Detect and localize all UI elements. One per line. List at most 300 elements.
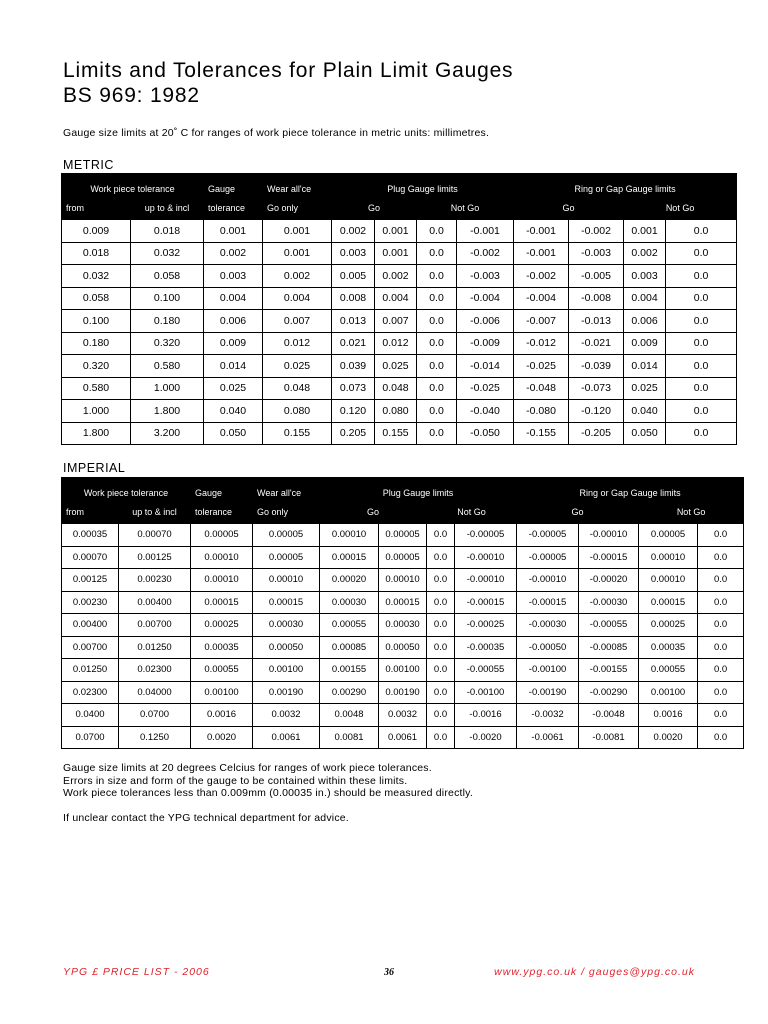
table-cell: 0.001 — [263, 242, 332, 265]
table-row — [62, 546, 744, 569]
table-cell: 0.0 — [417, 287, 457, 310]
table-cell: 0.00010 — [639, 546, 698, 569]
table-cell: 0.00015 — [379, 591, 427, 614]
table-cell: 0.007 — [375, 310, 417, 333]
table-cell: -0.003 — [569, 242, 624, 265]
table-cell: 0.00700 — [119, 614, 191, 637]
table-cell: 0.012 — [263, 332, 332, 355]
table-cell: 0.050 — [204, 422, 263, 445]
table-cell: 0.048 — [375, 377, 417, 400]
table-cell: -0.00015 — [517, 591, 579, 614]
table-cell: 0.00010 — [191, 546, 253, 569]
metric-header-row-2 — [62, 197, 737, 220]
table-cell: 0.021 — [332, 332, 375, 355]
table-cell: 1.000 — [62, 400, 131, 423]
table-cell: 0.155 — [375, 422, 417, 445]
table-cell: 0.00035 — [639, 636, 698, 659]
table-cell: 0.0 — [427, 636, 455, 659]
table-cell: -0.00010 — [455, 546, 517, 569]
header-go-only: Go only — [263, 197, 332, 220]
table-cell: 0.00050 — [379, 636, 427, 659]
table-cell: 0.018 — [62, 242, 131, 265]
table-row — [62, 524, 744, 547]
table-cell: 0.073 — [332, 377, 375, 400]
table-cell: 0.00005 — [379, 524, 427, 547]
table-cell: -0.073 — [569, 377, 624, 400]
table-cell: 0.00015 — [191, 591, 253, 614]
table-cell: 0.0400 — [62, 704, 119, 727]
imperial-header-row-2 — [62, 501, 744, 524]
table-cell: 0.00125 — [119, 546, 191, 569]
header-wear-allce: Wear all'ce — [253, 478, 320, 501]
table-cell: 0.0016 — [639, 704, 698, 727]
table-cell: -0.048 — [514, 377, 569, 400]
table-cell: 0.0 — [427, 524, 455, 547]
header-ring-not-go: Not Go — [624, 197, 737, 220]
table-cell: 0.00100 — [379, 659, 427, 682]
metric-section-label: METRIC — [63, 158, 114, 172]
table-cell: 0.00100 — [191, 681, 253, 704]
table-cell: 0.0 — [666, 400, 737, 423]
table-cell: 0.0 — [666, 355, 737, 378]
table-cell: 0.00085 — [320, 636, 379, 659]
table-cell: 0.0 — [698, 636, 744, 659]
table-cell: 0.00005 — [191, 524, 253, 547]
table-cell: 0.00015 — [639, 591, 698, 614]
table-cell: 0.001 — [375, 242, 417, 265]
table-cell: 0.00230 — [62, 591, 119, 614]
table-row — [62, 310, 737, 333]
imperial-header-row-1 — [62, 478, 744, 501]
table-cell: -0.009 — [457, 332, 514, 355]
table-cell: 0.0700 — [62, 726, 119, 749]
table-cell: 0.006 — [624, 310, 666, 333]
table-cell: -0.00010 — [455, 569, 517, 592]
header-ring-go: Go — [517, 501, 639, 524]
table-cell: 0.00005 — [379, 546, 427, 569]
table-cell: 0.002 — [624, 242, 666, 265]
table-cell: 0.0 — [666, 265, 737, 288]
table-cell: 0.0 — [427, 704, 455, 727]
table-cell: 0.013 — [332, 310, 375, 333]
table-cell: 0.007 — [263, 310, 332, 333]
header-from: from — [62, 197, 131, 220]
table-cell: 0.040 — [624, 400, 666, 423]
header-plug-go: Go — [332, 197, 417, 220]
table-cell: 0.580 — [62, 377, 131, 400]
imperial-body — [62, 524, 744, 749]
table-row — [62, 591, 744, 614]
table-cell: -0.00005 — [455, 524, 517, 547]
header-ring-gap-gauge-limits: Ring or Gap Gauge limits — [514, 174, 737, 197]
table-cell: -0.00010 — [579, 524, 639, 547]
table-cell: 0.0 — [698, 704, 744, 727]
table-cell: 0.0 — [417, 400, 457, 423]
table-row — [62, 704, 744, 727]
table-cell: 0.0 — [417, 355, 457, 378]
table-row — [62, 287, 737, 310]
table-cell: 0.00015 — [320, 546, 379, 569]
table-cell: -0.007 — [514, 310, 569, 333]
table-row — [62, 242, 737, 265]
table-cell: 0.039 — [332, 355, 375, 378]
table-cell: -0.00100 — [517, 659, 579, 682]
header-ring-go: Go — [514, 197, 624, 220]
table-cell: 0.025 — [204, 377, 263, 400]
footer-price-list: YPG £ PRICE LIST - 2006 — [63, 966, 210, 978]
intro-text: Gauge size limits at 20˚ C for ranges of work piece tolerance in metric units: millimetres. — [63, 127, 490, 139]
table-cell: -0.00155 — [579, 659, 639, 682]
table-cell: 0.001 — [375, 220, 417, 243]
table-row — [62, 614, 744, 637]
table-cell: -0.0016 — [455, 704, 517, 727]
table-cell: 0.0 — [666, 220, 737, 243]
table-cell: 0.320 — [62, 355, 131, 378]
note-line-1: Gauge size limits at 20 degrees Celcius for ranges of work piece tolerances. — [63, 762, 432, 774]
header-gauge: Gauge — [191, 478, 253, 501]
header-from: from — [62, 501, 119, 524]
table-cell: 0.100 — [62, 310, 131, 333]
table-row — [62, 377, 737, 400]
table-row — [62, 569, 744, 592]
table-cell: -0.0061 — [517, 726, 579, 749]
table-cell: 0.0 — [698, 591, 744, 614]
table-cell: 0.004 — [375, 287, 417, 310]
table-cell: 0.0016 — [191, 704, 253, 727]
table-cell: 0.004 — [204, 287, 263, 310]
header-work-piece-tolerance: Work piece tolerance — [62, 174, 204, 197]
table-cell: 0.001 — [263, 220, 332, 243]
table-cell: 0.00030 — [379, 614, 427, 637]
header-tolerance: tolerance — [204, 197, 263, 220]
table-cell: -0.001 — [457, 220, 514, 243]
table-cell: 0.0 — [698, 546, 744, 569]
table-cell: -0.00030 — [517, 614, 579, 637]
table-cell: 0.0 — [698, 614, 744, 637]
header-gauge: Gauge — [204, 174, 263, 197]
table-cell: 0.00005 — [639, 524, 698, 547]
table-cell: 0.0 — [427, 726, 455, 749]
header-plug-not-go: Not Go — [427, 501, 517, 524]
table-cell: 0.00010 — [320, 524, 379, 547]
table-cell: 0.00070 — [119, 524, 191, 547]
table-cell: 0.120 — [332, 400, 375, 423]
table-cell: 0.0 — [427, 681, 455, 704]
table-cell: 0.180 — [131, 310, 204, 333]
table-cell: 0.048 — [263, 377, 332, 400]
table-cell: 0.320 — [131, 332, 204, 355]
table-cell: 0.0 — [417, 220, 457, 243]
table-cell: 0.00400 — [119, 591, 191, 614]
table-cell: 0.00015 — [253, 591, 320, 614]
table-cell: -0.001 — [514, 220, 569, 243]
table-cell: 0.0 — [417, 310, 457, 333]
table-cell: 0.009 — [204, 332, 263, 355]
table-cell: 0.155 — [263, 422, 332, 445]
header-plug-not-go: Not Go — [417, 197, 514, 220]
table-row — [62, 636, 744, 659]
table-cell: 0.0061 — [253, 726, 320, 749]
table-row — [62, 220, 737, 243]
notes — [63, 762, 473, 824]
table-cell: -0.001 — [514, 242, 569, 265]
table-cell: 0.0 — [427, 569, 455, 592]
table-cell: -0.002 — [457, 242, 514, 265]
table-cell: 0.0 — [666, 310, 737, 333]
note-line-3: Work piece tolerances less than 0.009mm (0.00035 in.) should be measured directly. — [63, 787, 473, 799]
table-cell: -0.005 — [569, 265, 624, 288]
table-cell: 0.0061 — [379, 726, 427, 749]
table-cell: 0.0 — [698, 681, 744, 704]
table-cell: 0.00190 — [379, 681, 427, 704]
table-cell: 0.0 — [666, 242, 737, 265]
table-cell: 0.004 — [624, 287, 666, 310]
table-cell: 0.00125 — [62, 569, 119, 592]
table-cell: 0.0 — [427, 591, 455, 614]
table-cell: 0.040 — [204, 400, 263, 423]
table-row — [62, 422, 737, 445]
table-cell: 0.0700 — [119, 704, 191, 727]
header-plug-go: Go — [320, 501, 427, 524]
table-cell: 0.00230 — [119, 569, 191, 592]
table-cell: 0.012 — [375, 332, 417, 355]
table-cell: -0.012 — [514, 332, 569, 355]
table-cell: 0.0032 — [253, 704, 320, 727]
table-cell: 0.080 — [375, 400, 417, 423]
table-cell: 0.002 — [263, 265, 332, 288]
table-cell: 0.006 — [204, 310, 263, 333]
table-cell: 0.0 — [698, 726, 744, 749]
table-cell: 0.00100 — [253, 659, 320, 682]
table-cell: 0.00055 — [191, 659, 253, 682]
table-cell: 0.580 — [131, 355, 204, 378]
table-cell: 0.032 — [62, 265, 131, 288]
header-wear-allce: Wear all'ce — [263, 174, 332, 197]
table-cell: 0.001 — [624, 220, 666, 243]
table-cell: 0.0020 — [191, 726, 253, 749]
header-up-to-incl: up to & incl — [119, 501, 191, 524]
table-cell: 0.003 — [204, 265, 263, 288]
table-cell: -0.00015 — [455, 591, 517, 614]
table-cell: -0.002 — [569, 220, 624, 243]
table-cell: -0.004 — [457, 287, 514, 310]
table-row — [62, 332, 737, 355]
table-cell: 0.1250 — [119, 726, 191, 749]
table-cell: 0.0 — [417, 332, 457, 355]
table-cell: 0.002 — [375, 265, 417, 288]
table-cell: 0.001 — [204, 220, 263, 243]
table-row — [62, 265, 737, 288]
table-cell: 0.00030 — [320, 591, 379, 614]
table-cell: 0.018 — [131, 220, 204, 243]
table-cell: 0.005 — [332, 265, 375, 288]
table-cell: 0.00030 — [253, 614, 320, 637]
table-cell: 0.04000 — [119, 681, 191, 704]
table-cell: -0.006 — [457, 310, 514, 333]
table-cell: -0.025 — [514, 355, 569, 378]
table-cell: 0.004 — [263, 287, 332, 310]
table-cell: -0.008 — [569, 287, 624, 310]
header-tolerance: tolerance — [191, 501, 253, 524]
table-cell: 0.00010 — [253, 569, 320, 592]
table-cell: 0.0 — [417, 377, 457, 400]
table-cell: 0.0 — [427, 546, 455, 569]
table-cell: -0.080 — [514, 400, 569, 423]
table-cell: 0.00100 — [639, 681, 698, 704]
page-title — [63, 58, 513, 108]
contact-note: If unclear contact the YPG technical department for advice. — [63, 811, 349, 824]
page-number: 36 — [384, 967, 394, 978]
table-cell: 0.0032 — [379, 704, 427, 727]
table-cell: 3.200 — [131, 422, 204, 445]
metric-table — [61, 173, 737, 445]
table-cell: -0.00050 — [517, 636, 579, 659]
table-row — [62, 659, 744, 682]
table-cell: 0.00055 — [320, 614, 379, 637]
table-cell: 0.025 — [624, 377, 666, 400]
footer-contact-link[interactable]: www.ypg.co.uk / gauges@ypg.co.uk — [494, 966, 695, 978]
table-cell: 0.0020 — [639, 726, 698, 749]
header-work-piece-tolerance: Work piece tolerance — [62, 478, 191, 501]
table-cell: 1.800 — [62, 422, 131, 445]
table-cell: 0.0081 — [320, 726, 379, 749]
table-cell: 0.009 — [62, 220, 131, 243]
table-cell: 0.0048 — [320, 704, 379, 727]
table-cell: 0.00025 — [191, 614, 253, 637]
imperial-table — [61, 477, 744, 749]
table-cell: 0.009 — [624, 332, 666, 355]
table-cell: 0.00025 — [639, 614, 698, 637]
table-cell: 0.050 — [624, 422, 666, 445]
header-ring-gap-gauge-limits: Ring or Gap Gauge limits — [517, 478, 744, 501]
table-cell: -0.155 — [514, 422, 569, 445]
table-cell: 0.00035 — [62, 524, 119, 547]
table-cell: 0.00700 — [62, 636, 119, 659]
table-cell: 0.0 — [417, 265, 457, 288]
table-cell: 0.025 — [263, 355, 332, 378]
table-cell: -0.00030 — [579, 591, 639, 614]
table-cell: 0.00290 — [320, 681, 379, 704]
table-cell: -0.050 — [457, 422, 514, 445]
table-cell: -0.00100 — [455, 681, 517, 704]
table-cell: 0.080 — [263, 400, 332, 423]
header-ring-not-go: Not Go — [639, 501, 744, 524]
table-cell: -0.040 — [457, 400, 514, 423]
table-cell: -0.205 — [569, 422, 624, 445]
table-cell: 0.01250 — [119, 636, 191, 659]
title-line-2: BS 969: 1982 — [63, 84, 200, 107]
table-cell: 0.0 — [698, 569, 744, 592]
table-cell: -0.120 — [569, 400, 624, 423]
table-cell: 0.00055 — [639, 659, 698, 682]
table-cell: -0.0032 — [517, 704, 579, 727]
table-row — [62, 400, 737, 423]
table-cell: 0.01250 — [62, 659, 119, 682]
table-cell: 0.02300 — [119, 659, 191, 682]
table-cell: 0.003 — [624, 265, 666, 288]
table-cell: 0.002 — [332, 220, 375, 243]
title-line-1: Limits and Tolerances for Plain Limit Gauges — [63, 59, 514, 82]
table-cell: 0.00005 — [253, 546, 320, 569]
table-cell: 0.00010 — [639, 569, 698, 592]
table-cell: -0.00085 — [579, 636, 639, 659]
table-cell: -0.00190 — [517, 681, 579, 704]
table-cell: 0.00400 — [62, 614, 119, 637]
table-cell: 0.180 — [62, 332, 131, 355]
table-cell: -0.003 — [457, 265, 514, 288]
table-row — [62, 726, 744, 749]
table-cell: 0.0 — [698, 524, 744, 547]
table-cell: 0.008 — [332, 287, 375, 310]
table-cell: 0.02300 — [62, 681, 119, 704]
table-cell: 0.0 — [666, 377, 737, 400]
table-row — [62, 681, 744, 704]
table-cell: -0.014 — [457, 355, 514, 378]
table-cell: 0.003 — [332, 242, 375, 265]
table-cell: -0.013 — [569, 310, 624, 333]
table-cell: -0.00010 — [517, 569, 579, 592]
table-cell: -0.00035 — [455, 636, 517, 659]
table-cell: 1.800 — [131, 400, 204, 423]
table-cell: -0.002 — [514, 265, 569, 288]
table-cell: 0.00010 — [379, 569, 427, 592]
table-cell: 0.00190 — [253, 681, 320, 704]
table-cell: 1.000 — [131, 377, 204, 400]
table-cell: 0.014 — [624, 355, 666, 378]
table-cell: 0.0 — [427, 659, 455, 682]
table-cell: 0.032 — [131, 242, 204, 265]
table-cell: 0.00035 — [191, 636, 253, 659]
table-cell: -0.00020 — [579, 569, 639, 592]
table-cell: -0.00290 — [579, 681, 639, 704]
table-cell: -0.00025 — [455, 614, 517, 637]
table-cell: -0.0081 — [579, 726, 639, 749]
table-cell: -0.025 — [457, 377, 514, 400]
table-cell: -0.00055 — [455, 659, 517, 682]
header-plug-gauge-limits: Plug Gauge limits — [332, 174, 514, 197]
note-line-2: Errors in size and form of the gauge to be contained within these limits. — [63, 774, 408, 787]
table-cell: 0.205 — [332, 422, 375, 445]
table-cell: 0.100 — [131, 287, 204, 310]
table-cell: -0.039 — [569, 355, 624, 378]
table-cell: 0.025 — [375, 355, 417, 378]
table-cell: 0.00050 — [253, 636, 320, 659]
table-cell: -0.0048 — [579, 704, 639, 727]
header-plug-gauge-limits: Plug Gauge limits — [320, 478, 517, 501]
table-cell: 0.0 — [417, 242, 457, 265]
table-cell: 0.00020 — [320, 569, 379, 592]
table-cell: 0.00005 — [253, 524, 320, 547]
table-cell: 0.0 — [427, 614, 455, 637]
table-cell: -0.00055 — [579, 614, 639, 637]
header-up-to-incl: up to & incl — [131, 197, 204, 220]
table-cell: 0.014 — [204, 355, 263, 378]
table-cell: -0.00005 — [517, 524, 579, 547]
table-cell: 0.00070 — [62, 546, 119, 569]
table-cell: -0.0020 — [455, 726, 517, 749]
table-cell: 0.0 — [417, 422, 457, 445]
metric-body — [62, 220, 737, 445]
table-cell: -0.004 — [514, 287, 569, 310]
table-row — [62, 355, 737, 378]
table-cell: 0.0 — [666, 287, 737, 310]
table-cell: -0.021 — [569, 332, 624, 355]
metric-header-row-1 — [62, 174, 737, 197]
imperial-section-label: IMPERIAL — [63, 461, 126, 475]
table-cell: 0.00155 — [320, 659, 379, 682]
table-cell: -0.00005 — [517, 546, 579, 569]
table-cell: 0.0 — [698, 659, 744, 682]
